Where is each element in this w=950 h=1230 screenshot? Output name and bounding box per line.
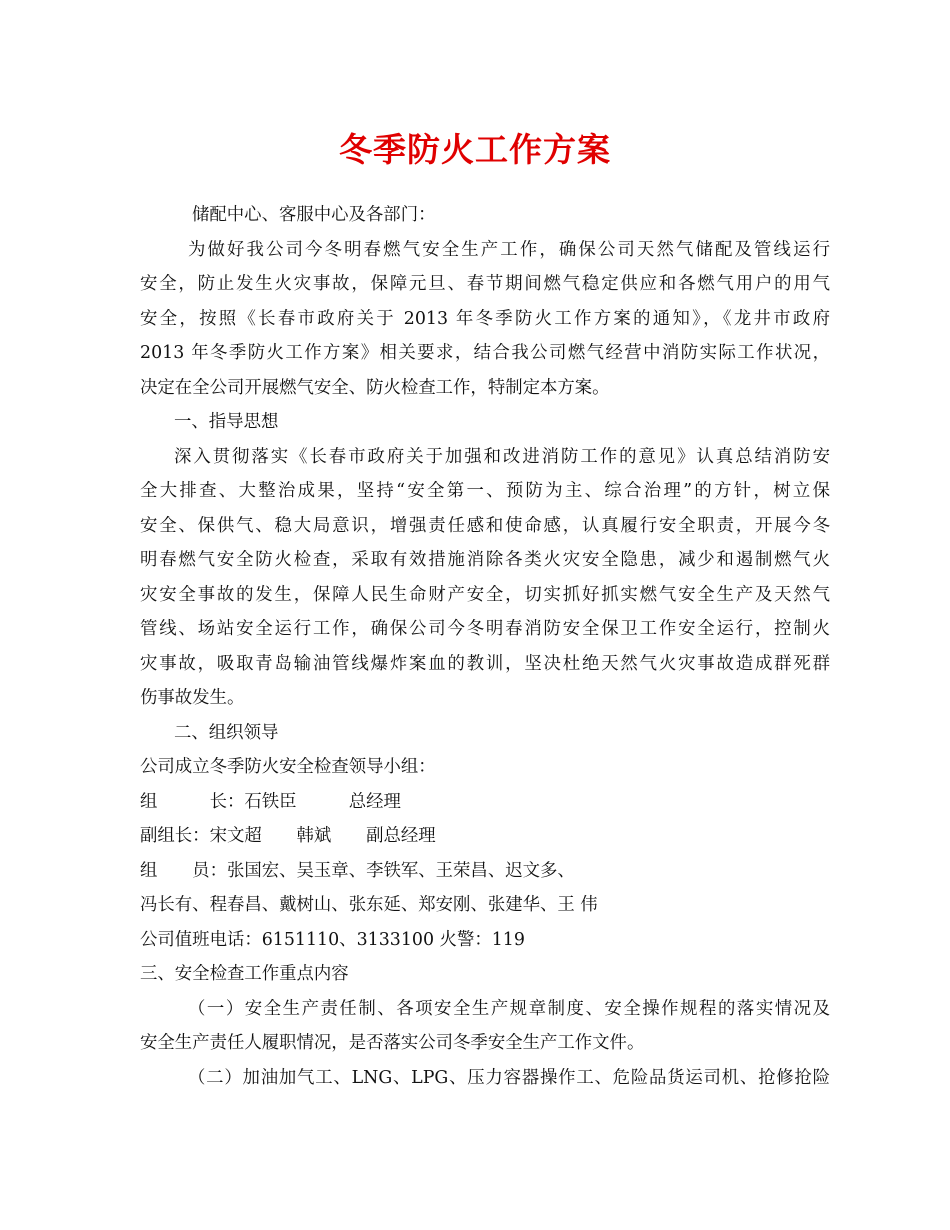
paragraph-line: 公司成立冬季防火安全检查领导小组： — [140, 757, 436, 777]
paragraph-line: 管线、场站安全运行工作，确保公司今冬明春消防安全保卫工作安全运行，控制火 — [140, 619, 830, 639]
team-members-line: 冯长有、程春昌、戴树山、张东延、郑安刚、张建华、王 伟 — [140, 895, 598, 915]
paragraph-line: （一）安全生产责任制、各项安全生产规章制度、安全操作规程的落实情况及 — [188, 998, 830, 1019]
paragraph-line: 全大排查、大整治成果，坚持“安全第一、预防为主、综合治理”的方针，树立保 — [140, 481, 830, 501]
salutation: 储配中心、客服中心及各部门： — [192, 205, 436, 225]
paragraph-line: 为做好我公司今冬明春燃气安全生产工作，确保公司天然气储配及管线运行 — [188, 239, 830, 260]
section-heading: 三、安全检查工作重点内容 — [140, 964, 349, 984]
team-leader-line: 组 长：石铁臣 总经理 — [140, 791, 401, 812]
paragraph-line: 安全，防止发生火灾事故，保障元旦、春节期间燃气稳定供应和各燃气用户的用气 — [140, 274, 830, 294]
paragraph-line: 伤事故发生。 — [140, 688, 245, 708]
paragraph-line: 2013 年冬季防火工作方案》相关要求，结合我公司燃气经营中消防实际工作状况， — [140, 343, 830, 363]
section-heading: 二、组织领导 — [174, 722, 279, 743]
paragraph-line: 安全、保供气、稳大局意识，增强责任感和使命感，认真履行安全职责，开展今冬 — [140, 515, 830, 536]
document-title: 冬季防火工作方案 — [339, 130, 611, 169]
paragraph-line: （二）加油加气工、LNG、LPG、压力容器操作工、危险品货运司机、抢修抢险 — [188, 1067, 830, 1088]
paragraph-line: 决定在全公司开展燃气安全、防火检查工作，特制定本方案。 — [140, 377, 610, 398]
paragraph-line: 深入贯彻落实《长春市政府关于加强和改进消防工作的意见》认真总结消防安 — [174, 446, 830, 467]
team-deputy-line: 副组长：宋文超 韩斌 副总经理 — [140, 826, 436, 846]
paragraph-line: 灾事故，吸取青岛输油管线爆炸案血的教训，坚决杜绝天然气火灾事故造成群死群 — [140, 653, 830, 674]
paragraph-line: 安全生产责任人履职情况，是否落实公司冬季安全生产工作文件。 — [140, 1033, 645, 1053]
team-members-line: 组 员：张国宏、吴玉章、李铁军、王荣昌、迟文多、 — [140, 860, 575, 881]
document-body — [140, 198, 830, 1095]
paragraph-line: 灾安全事故的发生，保障人民生命财产安全，切实抓好抓实燃气安全生产及天然气 — [140, 584, 830, 605]
duty-phone-line: 公司值班电话：6151110、3133100 火警：119 — [140, 929, 525, 950]
paragraph-line: 明春燃气安全防火检查，采取有效措施消除各类火灾安全隐患，减少和遏制燃气火 — [140, 550, 830, 570]
paragraph-line: 安全，按照《长春市政府关于 2013 年冬季防火工作方案的通知》，《龙井市政府 — [140, 308, 830, 329]
section-heading: 一、指导思想 — [174, 412, 279, 432]
